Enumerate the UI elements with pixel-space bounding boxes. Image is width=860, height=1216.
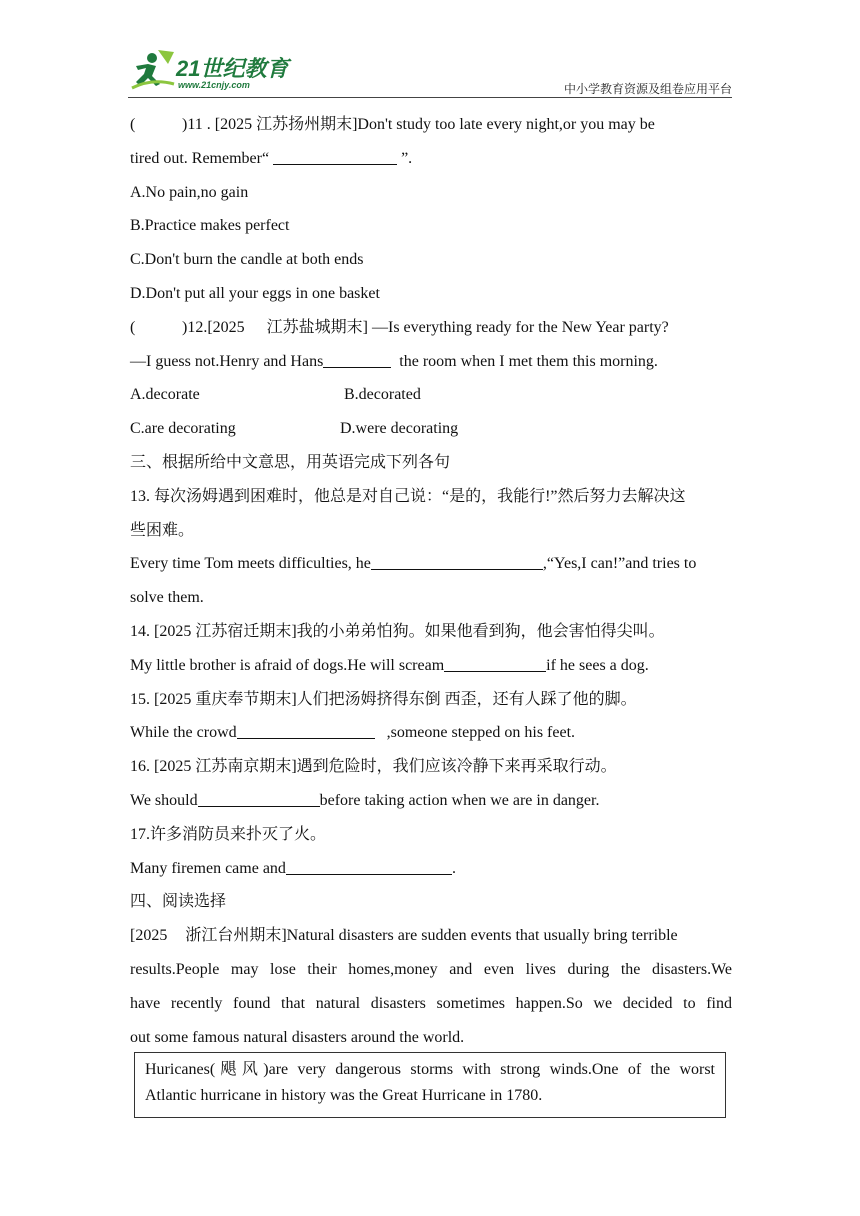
option-c: C.are decorating [130, 420, 236, 438]
option-d: D.Don't put all your eggs in one basket [130, 284, 380, 302]
question-15-chinese: 15. [2025 重庆奉节期末]人们把汤姆挤得东倒 西歪，还有人踩了他的脚。 [130, 690, 637, 708]
question-17-chinese: 17.许多消防员来扑灭了火。 [130, 825, 327, 843]
question-11-text: tired out. Remember“ [130, 149, 270, 167]
hurricane-text-box [134, 1052, 726, 1118]
platform-name: 中小学教育资源及组卷应用平台 [563, 82, 732, 96]
answer-paren: ( [130, 116, 136, 133]
option-c: C.Don't burn the candle at both ends [130, 251, 364, 269]
question-12-text: —I guess not.Henry and Hans [130, 352, 324, 370]
option-a: A.No pain,no gain [130, 183, 249, 201]
option-b: B.Practice makes perfect [130, 217, 290, 235]
question-12-number: )12.[2025 [182, 318, 245, 336]
box-line-2: Atlantic hurricane in history was the Great Hurricane in 1780. [145, 1087, 543, 1104]
question-15-english: While the crowd ,someone stepped on his feet. [130, 716, 732, 750]
section-4-title: 四、阅读选择 [130, 893, 227, 911]
question-13-chinese-cont: 些困难。 [130, 521, 195, 539]
question-12-line-2 [130, 345, 732, 379]
question-14-chinese: 14. [2025 江苏宿迁期末]我的小弟弟怕狗。如果他看到狗，他会害怕得尖叫。 [130, 622, 665, 640]
question-11-text-end: ”. [401, 149, 413, 167]
answer-blank[interactable] [371, 551, 543, 570]
question-14-english: My little brother is afraid of dogs.He will scream if he sees a dog. [130, 649, 732, 683]
answer-blank[interactable] [273, 146, 397, 165]
answer-blank[interactable] [198, 788, 320, 807]
logo [128, 48, 298, 96]
page-header [128, 48, 732, 100]
passage-line-2: results.People may lose their homes,money and even lives during the disasters.We [130, 960, 732, 978]
passage-line-4: out some famous natural disasters around the world. [130, 1028, 465, 1046]
question-11-line-1 [130, 108, 732, 142]
question-11-line-2 [130, 142, 732, 176]
question-16-chinese: 16. [2025 江苏南京期末]遇到危险时，我们应该冷静下来再采取行动。 [130, 758, 617, 776]
passage-line-1: [2025 浙江台州期末]Natural disasters are sudden events that usually bring terrible [130, 927, 678, 945]
question-12-text-end: the room when I met them this morning. [399, 352, 658, 370]
answer-paren: ( [130, 318, 136, 336]
document-body [130, 108, 732, 1054]
option-a: A.decorate [130, 386, 200, 404]
question-12-line-1 [130, 311, 732, 345]
question-11-stem: )11 . [2025 江苏扬州期末]Don't study too late every night,or you may be [182, 116, 655, 133]
answer-blank[interactable] [237, 720, 375, 739]
question-16-english: We should before taking action when we are in danger. [130, 784, 732, 818]
answer-blank[interactable] [444, 653, 546, 672]
question-13-chinese: 13. 每次汤姆遇到困难时，他总是对自己说：“是的，我能行!”然后努力去解决这 [130, 487, 686, 505]
question-13-english-cont: solve them. [130, 589, 204, 607]
option-b: B.decorated [344, 386, 421, 404]
answer-blank[interactable] [323, 349, 391, 368]
question-13-english: Every time Tom meets difficulties, he ,“Yes,I can!”and tries to [130, 547, 732, 581]
options-row-1 [130, 378, 732, 412]
header-divider [128, 97, 732, 98]
options-row-2 [130, 412, 732, 446]
section-3-title: 三、根据所给中文意思，用英语完成下列各句 [130, 453, 451, 471]
box-line-1: Huricanes(飓风)are very dangerous storms with strong winds.One of the worst [145, 1061, 715, 1078]
logo-text: 21世纪教育 [176, 56, 289, 81]
logo-url: www.21cnjy.com [178, 80, 250, 90]
question-12-stem: 江苏盐城期末] —Is everything ready for the New Year party? [266, 318, 669, 336]
option-d: D.were decorating [340, 420, 459, 438]
runner-logo-icon [128, 48, 178, 94]
answer-blank[interactable] [286, 856, 452, 875]
passage-line-3: have recently found that natural disasters sometimes happen.So we decided to find [130, 994, 732, 1012]
question-17-english: Many firemen came and . [130, 852, 732, 886]
